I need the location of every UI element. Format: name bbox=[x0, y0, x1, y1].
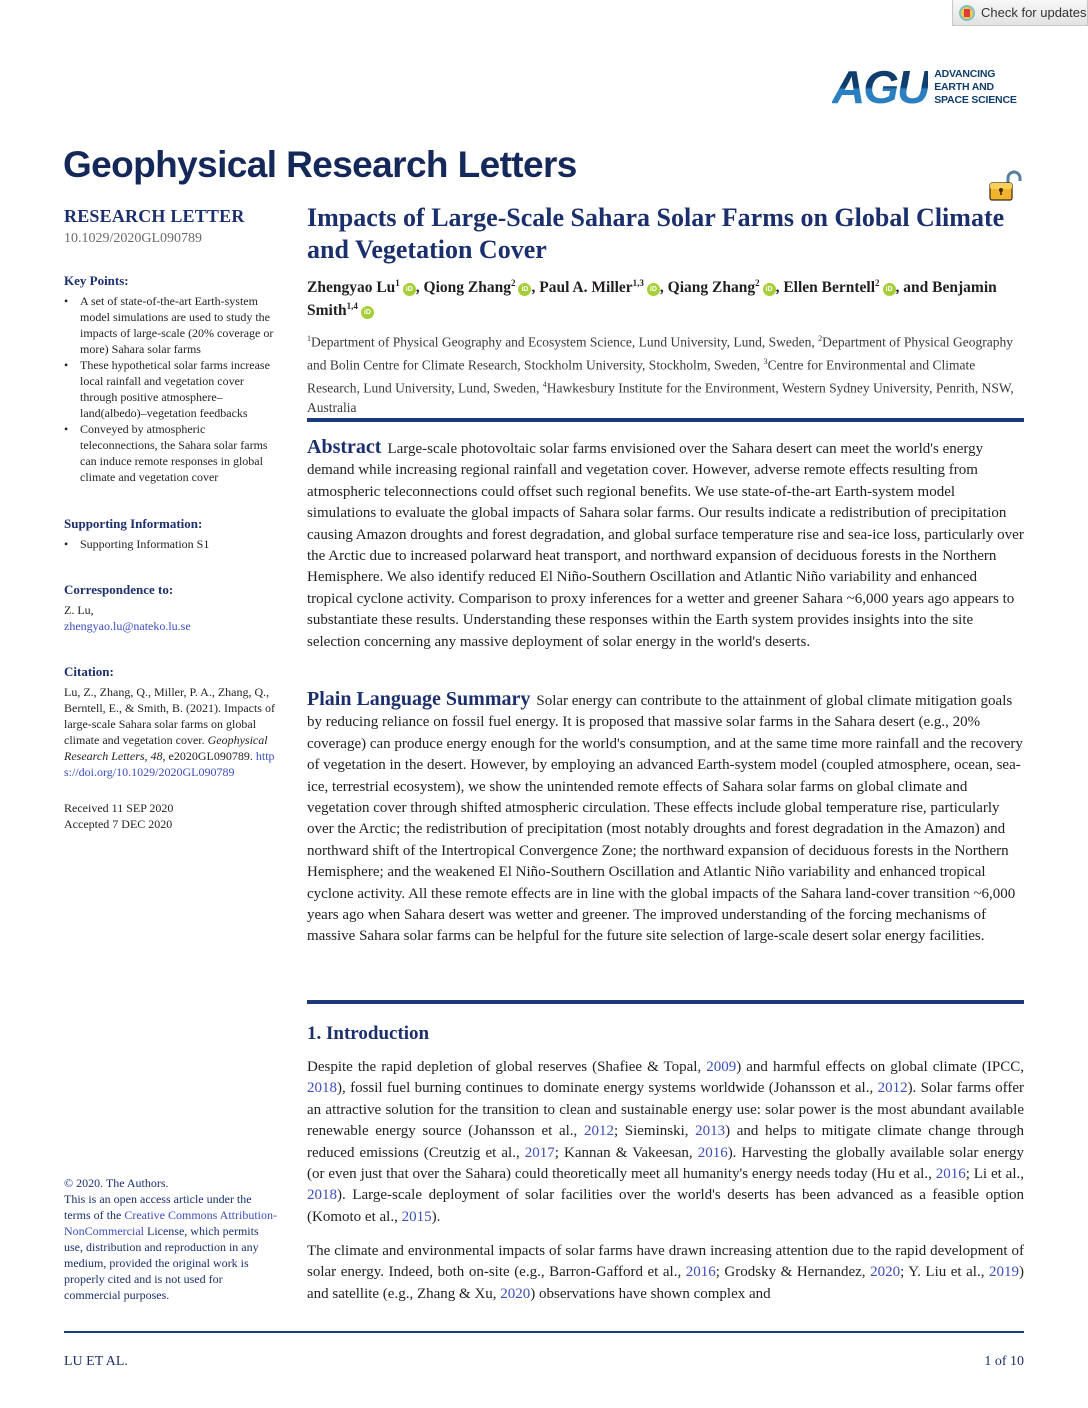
article-title: Impacts of Large-Scale Sahara Solar Farms on Global Climate and Vegetation Cover bbox=[307, 203, 1005, 264]
received-date: Received 11 SEP 2020 bbox=[64, 801, 174, 815]
citation-article-number: , e2020GL090789. bbox=[162, 749, 256, 763]
author-affiliation-mark: 2 bbox=[755, 278, 760, 288]
introduction-paragraph-2 bbox=[307, 1241, 1024, 1305]
author-name: Qiong Zhang bbox=[423, 279, 511, 297]
article-doi: 10.1029/2020GL090789 bbox=[64, 231, 203, 246]
key-point: • These hypothetical solar farms increase local rainfall and vegetation cover through positive atmosphere–land(albedo)–vegetation feedbacks bbox=[64, 357, 280, 421]
journal-title: Geophysical Research Letters bbox=[63, 144, 577, 185]
supporting-info-heading: Supporting Information: bbox=[64, 516, 203, 531]
citation-year-link[interactable]: 2018 bbox=[307, 1187, 337, 1204]
abstract bbox=[307, 437, 1024, 653]
correspondence-heading: Correspondence to: bbox=[64, 582, 174, 597]
page-number: 1 of 10 bbox=[984, 1354, 1024, 1369]
author-separator: , bbox=[415, 279, 424, 297]
author-affiliation-mark: 1 bbox=[395, 278, 400, 288]
author-separator: , bbox=[531, 279, 540, 297]
section-divider bbox=[307, 1000, 1024, 1004]
body-text: ) and harmful effects on global climate (IPCC, bbox=[736, 1059, 1024, 1075]
citation-body: Lu, Z., Zhang, Q., Miller, P. A., Zhang, Q., Berntell, E., & Smith, B. (2021). Impacts of large-scale Sahara solar farms on global climate and vegetation cover. bbox=[64, 685, 275, 747]
body-text: ; Li et al., bbox=[965, 1166, 1024, 1183]
affiliation-number: 4 bbox=[542, 380, 547, 389]
citation-year-link[interactable]: 2020 bbox=[500, 1285, 531, 1302]
body-text: ; Kannan & Vakeesan, bbox=[554, 1144, 698, 1161]
citation-year-link[interactable]: 2016 bbox=[697, 1144, 728, 1161]
check-for-updates-label: Check for updates bbox=[981, 5, 1087, 20]
body-text: ). Harvesting the globally available solar energy (or even just that over the Sahara) could theoretically meet all humanity's energy needs today (Hu et al., bbox=[307, 1144, 1024, 1183]
citation-year-link[interactable]: 2019 bbox=[988, 1264, 1019, 1281]
license-notice bbox=[64, 1175, 280, 1303]
crossmark-icon bbox=[959, 5, 975, 21]
body-text: ) and satellite (e.g., Zhang & Xu, bbox=[307, 1264, 1024, 1302]
key-points-heading: Key Points: bbox=[64, 273, 129, 288]
citation-year-link[interactable]: 2017 bbox=[524, 1144, 555, 1161]
body-text: ) and helps to mitigate climate change through reduced emissions (Creutzig et al., bbox=[307, 1123, 1024, 1161]
author-name: Benjamin Smith bbox=[307, 279, 997, 320]
supporting-info-item[interactable]: • Supporting Information S1 bbox=[64, 536, 280, 552]
author-name: Qiang Zhang bbox=[667, 279, 756, 297]
introduction-heading: 1. Introduction bbox=[307, 1023, 430, 1044]
abstract-heading: Abstract bbox=[307, 436, 382, 458]
body-text: ). Large-scale deployment of solar facilities over the world's deserts has been advanced as a feasible option (Komoto et al., bbox=[307, 1187, 1024, 1225]
correspondence-name: Z. Lu, bbox=[64, 603, 94, 617]
key-point: • A set of state-of-the-art Earth-system model simulations are used to study the impacts of large-scale (20% coverage or more) Sahara solar farms bbox=[64, 293, 280, 357]
author-affiliation-mark: 1,4 bbox=[346, 301, 358, 312]
orcid-icon[interactable]: iD bbox=[403, 283, 416, 296]
citation-year-link[interactable]: 2016 bbox=[935, 1166, 966, 1183]
author-separator: , bbox=[659, 279, 668, 297]
author-affiliation-mark: 2 bbox=[510, 278, 516, 288]
author-name: Zhengyao Lu bbox=[307, 279, 396, 297]
running-author: LU ET AL. bbox=[64, 1354, 128, 1369]
orcid-icon[interactable]: iD bbox=[763, 283, 776, 296]
affiliation-number: 2 bbox=[818, 334, 823, 343]
orcid-icon[interactable]: iD bbox=[361, 306, 374, 319]
footer-divider bbox=[64, 1331, 1024, 1333]
license-text-end: License, which permits use, distribution and reproduction in any medium, provided the original work is properly cited and is not used for commercial purposes. bbox=[64, 1224, 259, 1302]
supporting-info-list bbox=[64, 536, 280, 552]
author-list bbox=[307, 274, 1027, 320]
citation-text bbox=[64, 684, 280, 780]
sidebar bbox=[64, 206, 280, 832]
affiliation-number: 3 bbox=[763, 357, 768, 366]
check-for-updates-button[interactable] bbox=[952, 0, 1088, 26]
body-text: ; Sieminski, bbox=[613, 1123, 696, 1140]
citation-year-link[interactable]: 2012 bbox=[583, 1123, 614, 1140]
body-text: ) observations have shown complex and bbox=[530, 1285, 771, 1302]
author-separator: , and bbox=[895, 279, 933, 297]
citation-doi-link[interactable]: https://doi.org/10.1029/2020GL090789 bbox=[64, 749, 275, 779]
affiliation-number: 1 bbox=[307, 334, 311, 343]
key-points-list bbox=[64, 293, 280, 485]
affiliation-text: Department of Physical Geography and Bolin Centre for Climate Research, Stockholm University, Stockholm, Sweden, bbox=[307, 334, 1013, 373]
citation-year-link[interactable]: 2009 bbox=[706, 1059, 737, 1075]
affiliation-text: Department of Physical Geography and Ecosystem Science, Lund University, Lund, Sweden, bbox=[311, 334, 819, 350]
key-point: • Conveyed by atmospheric teleconnections, the Sahara solar farms can induce remote responses in global climate and vegetation cover bbox=[64, 421, 280, 485]
body-text: The climate and environmental impacts of solar farms have drawn increasing attention due to the rapid development of solar energy. Indeed, both on-site (e.g., Barron-Gafford et al., bbox=[307, 1243, 1024, 1281]
agu-tagline-line: SPACE SCIENCE bbox=[934, 93, 1017, 106]
citation-journal: Geophysical Research Letters, bbox=[64, 733, 268, 763]
correspondence-email-link[interactable]: zhengyao.lu@nateko.lu.se bbox=[64, 619, 191, 633]
plain-language-summary-text: Solar energy can contribute to the attainment of global climate mitigation goals by reducing reliance on fossil fuel energy. It is proposed that massive solar farms in the Sahara desert (e.g., 20% coverage) can produce energy enough for the world's consumption, and at the same time more rainfall and the recovery of vegetation in the desert. However, by employing an advanced Earth-system model (coupled atmosphere, ocean, sea-ice, terrestrial ecosystem), we show the unintended remote effects of Sahara solar farms on global climate and vegetation cover through shifted atmospheric circulation. These effects include global temperature rise, particularly over the Arctic; the redistribution of precipitation (most notably droughts and forest degradation in the Amazon) and northward shift of the Intertropical Convergence Zone; the northward expansion of deciduous forests in the Northern Hemisphere; and the weakened El Niño-Southern Oscillation and Atlantic Niño variability and enhanced tropical cyclone activity. All these remote effects are in line with the global impacts of the Sahara land-cover transition ~6,000 years ago when Sahara desert was wetter and greener. The improved understanding of the forcing mechanisms of massive Sahara solar farms can be helpful for the future site selection of large-scale desert solar energy facilities. bbox=[307, 693, 1023, 945]
orcid-icon[interactable]: iD bbox=[647, 283, 660, 296]
author-name: Ellen Berntell bbox=[783, 279, 876, 297]
body-text: Despite the rapid depletion of global reserves (Shafiee & Topal, bbox=[307, 1059, 707, 1075]
affiliation-text: Centre for Environmental and Climate Research, Lund University, Lund, Sweden, bbox=[307, 357, 976, 396]
body-text: ; Grodsky & Hernandez, bbox=[715, 1264, 871, 1281]
body-text: ; Y. Liu et al., bbox=[900, 1264, 989, 1281]
abstract-text: Large-scale photovoltaic solar farms envisioned over the Sahara desert can meet the world's energy demand while increasing regional rainfall and vegetation cover. However, adverse remote effects resulting from atmospheric teleconnections could offset such regional benefits. We use state-of-the-art Earth-system model simulations to evaluate the global impacts of Sahara solar farms. Our results indicate a redistribution of precipitation causing Amazon droughts and forest degradation, and global surface temperature rise and sea-ice loss, particularly over the Arctic due to increased polarward heat transport, and northward expansion of deciduous forests in the Northern Hemisphere. We also identify reduced El Niño-Southern Oscillation and Atlantic Niño variability and enhanced tropical cyclone activity. Comparison to proxy inferences for a wetter and greener Sahara ~6,000 years ago appears to substantiate these results. Understanding these responses within the Earth system provides insights into the site selection concerning any massive deployment of solar energy in the world's deserts. bbox=[307, 441, 1024, 650]
accepted-date: Accepted 7 DEC 2020 bbox=[64, 817, 173, 831]
plain-language-summary-heading: Plain Language Summary bbox=[307, 688, 531, 710]
citation-year-link[interactable]: 2015 bbox=[401, 1208, 432, 1225]
body-text: ), fossil fuel burning continues to dominate energy systems worldwide (Johansson et al., bbox=[337, 1080, 878, 1097]
copyright: © 2020. The Authors. bbox=[64, 1176, 169, 1190]
citation-year-link[interactable]: 2016 bbox=[685, 1264, 716, 1281]
citation-volume: 48 bbox=[150, 749, 163, 763]
section-divider bbox=[307, 418, 1024, 422]
license-link[interactable]: Creative Commons Attribution-NonCommercial bbox=[64, 1208, 277, 1238]
orcid-icon[interactable]: iD bbox=[518, 283, 531, 296]
affiliation-text: Hawkesbury Institute for the Environment, Western Sydney University, Penrith, NSW, Australia bbox=[307, 380, 1014, 415]
open-lock-icon bbox=[988, 170, 1024, 202]
author-separator: , bbox=[775, 279, 784, 297]
body-text: ). bbox=[431, 1208, 441, 1225]
agu-tagline-line: ADVANCING bbox=[934, 67, 996, 80]
introduction-paragraph-1 bbox=[307, 1057, 1024, 1228]
orcid-icon[interactable]: iD bbox=[883, 283, 896, 296]
author-affiliation-mark: 2 bbox=[875, 278, 880, 288]
article-type: RESEARCH LETTER bbox=[64, 206, 245, 226]
agu-logo bbox=[832, 61, 1017, 113]
citation-year-link[interactable]: 2012 bbox=[877, 1080, 908, 1097]
agu-tagline bbox=[934, 68, 1016, 107]
plain-language-summary bbox=[307, 689, 1024, 948]
license-text: This is an open access article under the terms of the bbox=[64, 1192, 252, 1222]
author-affiliation-mark: 1,3 bbox=[632, 278, 644, 288]
citation-year-link[interactable]: 2018 bbox=[307, 1080, 337, 1097]
citation-year-link[interactable]: 2020 bbox=[870, 1264, 901, 1281]
author-name: Paul A. Miller bbox=[539, 279, 633, 297]
affiliations bbox=[307, 329, 1025, 418]
citation-heading: Citation: bbox=[64, 664, 114, 679]
citation-year-link[interactable]: 2013 bbox=[695, 1123, 726, 1140]
agu-tagline-line: EARTH AND bbox=[934, 80, 994, 93]
agu-logo-mark: AGU bbox=[832, 61, 929, 113]
body-text: ). Solar farms offer an attractive solution for the transition to clean and sustainable energy use: solar power is the most abundant available renewable energy source (Johansson et al., bbox=[307, 1080, 1024, 1140]
